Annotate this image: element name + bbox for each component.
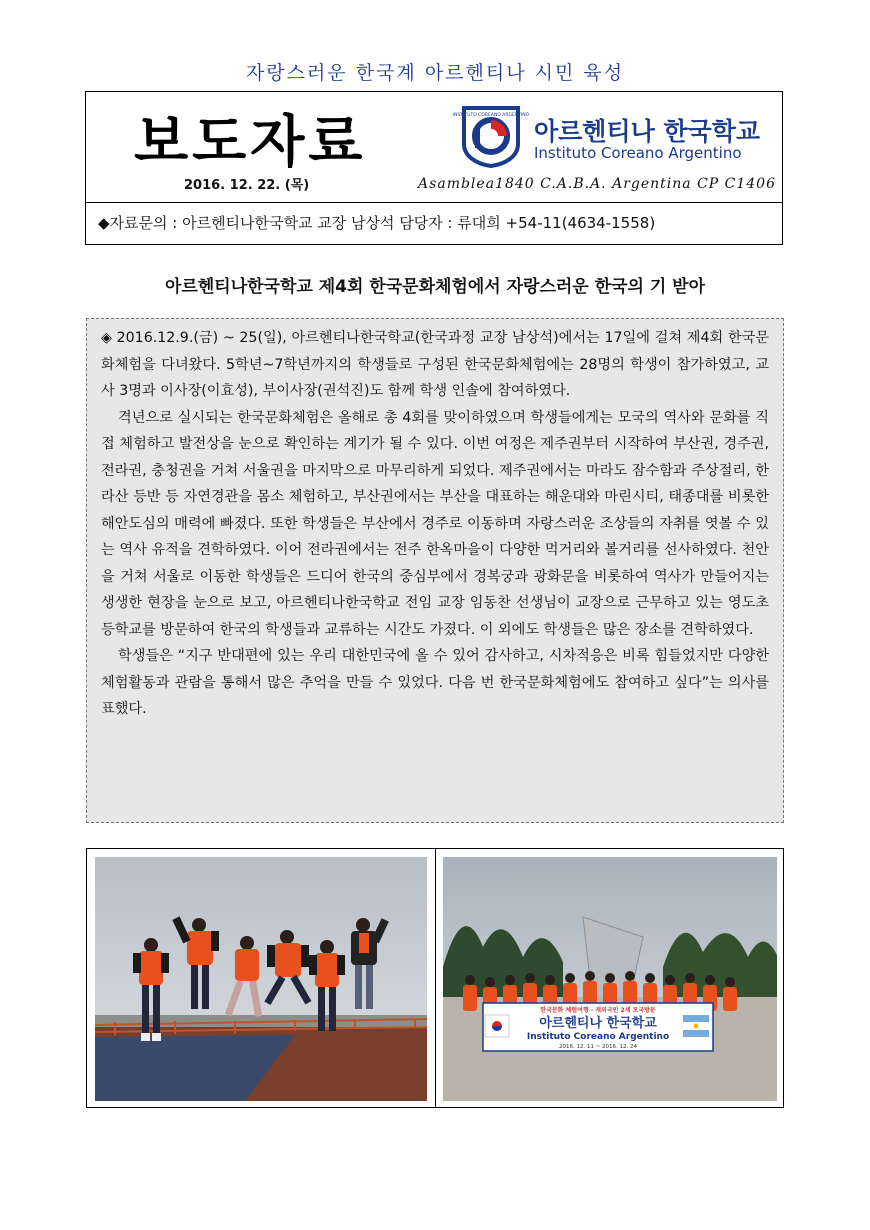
school-logo-emblem-icon	[452, 102, 530, 168]
banner-school-name-ko: 아르헨티나 한국학교	[539, 1016, 657, 1031]
banner-dates: 2016. 12. 11 ~ 2016. 12. 24	[558, 1044, 638, 1050]
header-top	[86, 92, 782, 203]
article-body	[86, 318, 784, 823]
article-headline: 아르헨티나한국학교 제4회 한국문화체험에서 자랑스러운 한국의 기 받아	[165, 277, 705, 297]
body-paragraph-1: ◈ 2016.12.9.(금) ~ 25(일), 아르헨티나한국학교(한국과정 교장 남상석)에서는 17일에 걸쳐 제4회 한국문화체험을 다녀왔다. 5학년~7학년까지의 학생들로 구성된 한국문화체험에는 28명의 학생이 참가하였고, 교사 3명과 이사장(이효성), 부이사장(권석진)도 함께 학생 인솔에 참여하였다.	[101, 330, 769, 399]
slogan: 자랑스러운 한국계 아르헨티나 시민 육성	[245, 62, 625, 84]
release-date: 2016. 12. 22. (목)	[184, 178, 310, 193]
contact-info: ◆자료문의 : 아르헨티나한국학교 교장 남상석 담당자 : 류대희 +54-11(4634-1558)	[98, 214, 656, 232]
school-name-korean: 아르헨티나 한국학교	[534, 117, 761, 146]
photo-divider	[435, 849, 436, 1107]
page-title: 보도자료	[134, 110, 367, 175]
banner-school-name-es: Instituto Coreano Argentino	[526, 1032, 670, 1042]
photo-students-jumping	[95, 857, 427, 1101]
photo-table	[86, 848, 784, 1108]
body-paragraph-2: 격년으로 실시되는 한국문화체험은 올해로 총 4회를 맞이하였으며 학생들에게는 모국의 역사와 문화를 직접 체험하고 발전상을 눈으로 확인하는 계기가 될 수 있다. 이번 여정은 제주권부터 시작하여 부산권, 경주권, 전라권, 충청권을 거쳐 서울권을 마지막으로 마무리하게 되었다. 제주권에서는 마라도 잠수함과 주상절리, 한라산 등반 등 자연경관을 몸소 체험하고, 부산권에서는 부산을 대표하는 해운대와 마린시티, 태종대를 비롯한 해안도심의 매력에 빠졌다. 또한 학생들은 부산에서 경주로 이동하며 자랑스러운 조상들의 자취를 엿볼 수 있는 역사 유적을 견학하였다. 이어 전라권에서는 전주 한옥마을이 다양한 먹거리와 볼거리를 선사하였다. 천안을 거쳐 서울로 이동한 학생들은 드디어 한국의 중심부에서 경복궁과 광화문을 비롯하여 역사가 만들어지는 생생한 현장을 눈으로 보고, 아르헨티나한국학교 전임 교장 임동찬 선생님이 교장으로 근무하고 있는 영도초등학교를 방문하여 한국의 학생들과 교류하는 시간도 가졌다. 이 외에도 학생들은 많은 장소를 견학하였다.	[101, 409, 769, 638]
photo-group-banner	[443, 857, 777, 1101]
press-release-header	[85, 91, 783, 245]
school-address: Asamblea1840 C.A.B.A. Argentina CP C1406	[418, 176, 776, 192]
school-banner	[483, 1003, 713, 1051]
body-paragraph-3: 학생들은 “지구 반대편에 있는 우리 대한민국에 올 수 있어 감사하고, 시차적응은 비록 힘들었지만 다양한 체험활동과 관람을 통해서 많은 추억을 만들 수 있었다. 다음 번 한국문화체험에도 참여하고 싶다”는 의사를 표했다.	[101, 648, 769, 717]
banner-caption: 한국문화 체험여행 · 재외국민 2세 모국방문	[540, 1007, 656, 1014]
logo-emblem-text: INSTITUTO COREANO ARGENTINO	[452, 113, 530, 118]
school-name-spanish: Instituto Coreano Argentino	[534, 144, 742, 162]
